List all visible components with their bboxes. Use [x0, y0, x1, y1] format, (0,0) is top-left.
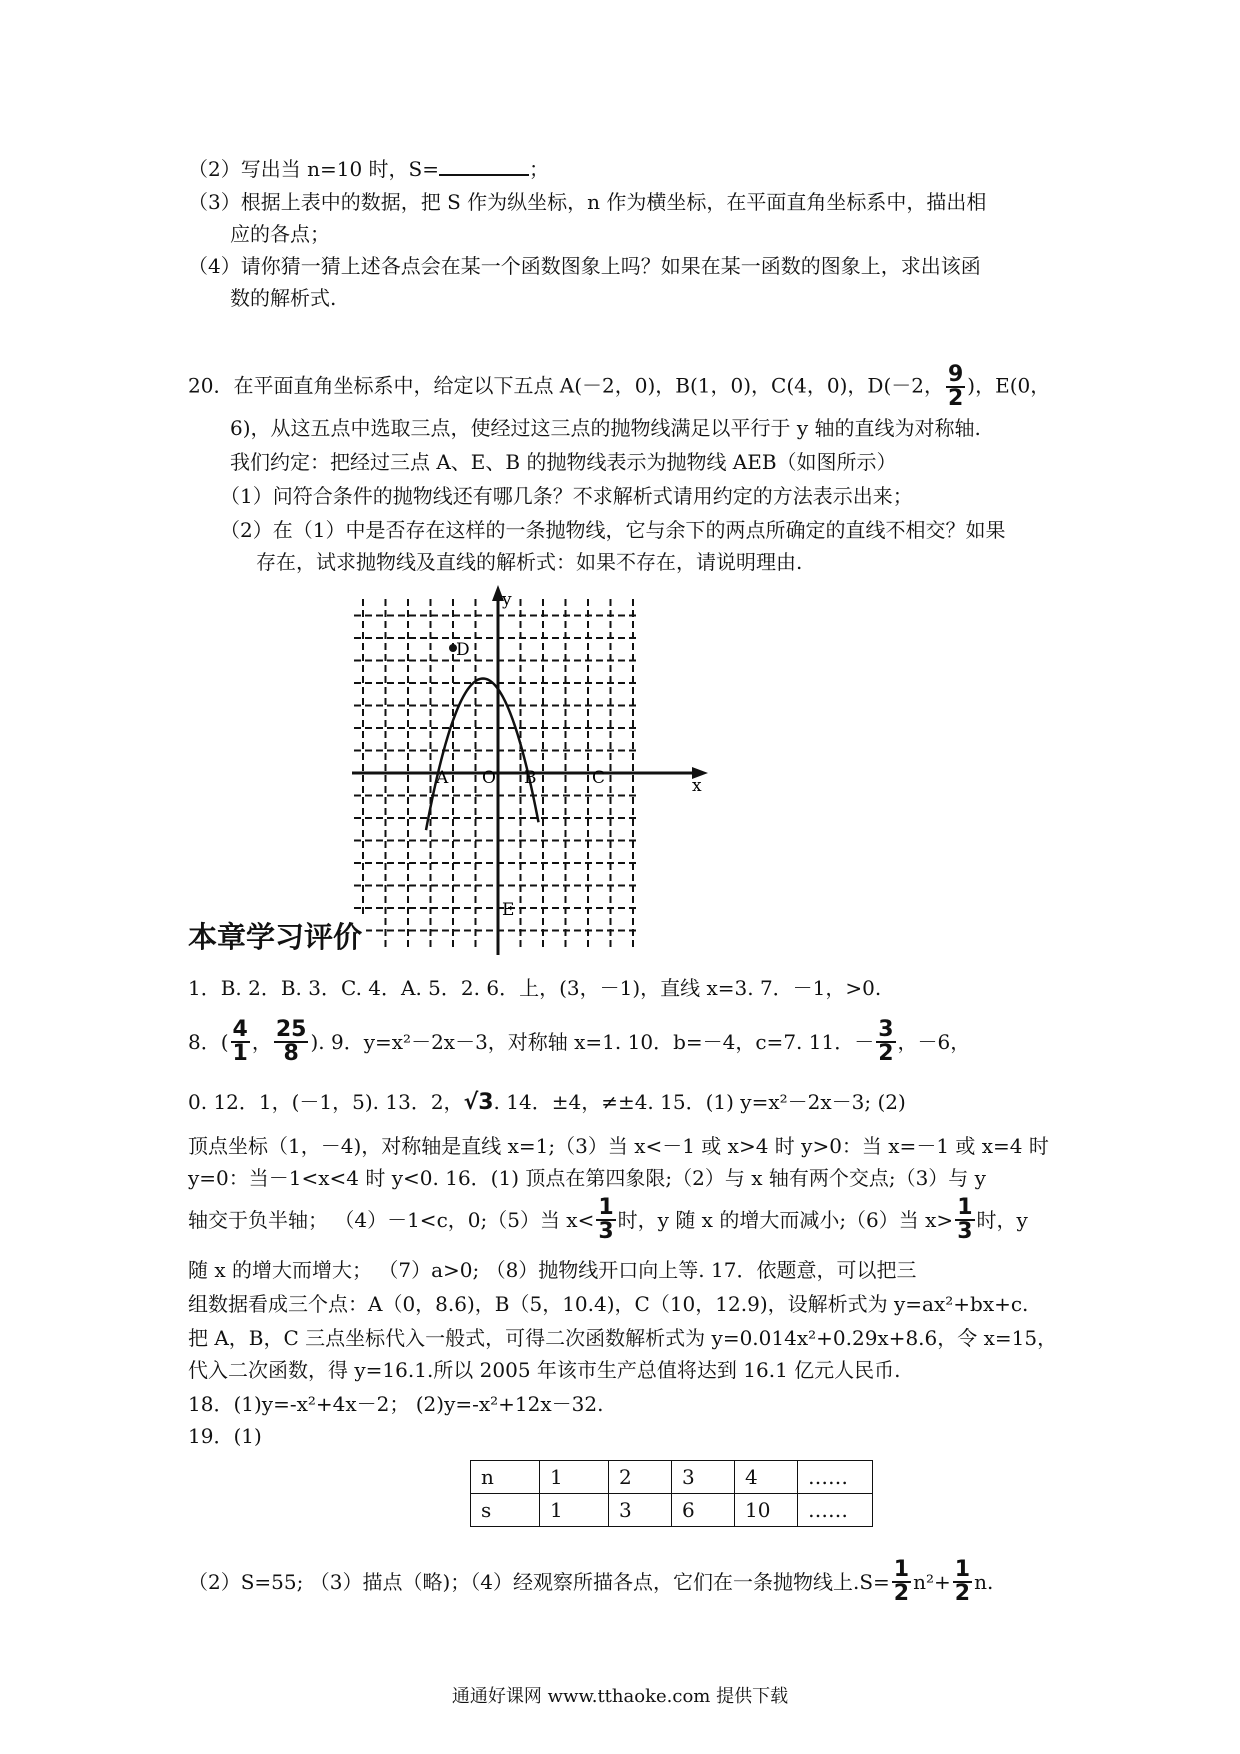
y-axis-label: y	[502, 590, 512, 610]
answers-line1: 1．B. 2．B. 3．C. 4．A. 5．2. 6．上，(3，－1)，直线 x=3. 7．－1，>0.	[188, 976, 882, 1000]
answer-blank	[439, 156, 529, 176]
q20-line2: 6)，从这五点中选取三点，使经过这三点的抛物线满足以平行于 y 轴的直线为对称轴.	[230, 416, 981, 440]
fraction-1-3: $\frac{1}{3}$	[957, 1195, 973, 1244]
answers-line6: 轴交于负半轴； （4）－1<c，0;（5）当 x< $\frac{1}{3}$ 时，y 随 x 的增大而减小;（6）当 x> $\frac{1}{3}$ 时，y	[188, 1195, 1028, 1244]
fraction: $\frac{4}{1}$	[232, 1017, 248, 1066]
answers-line7: 随 x 的增大而增大； （7）a>0; （8）抛物线开口向上等. 17．依题意，可以把三	[188, 1258, 917, 1282]
fraction-25-8: $\frac{25}{8}$	[275, 1017, 307, 1066]
q19-part2: （2）写出当 n=10 时，S= ；	[188, 157, 549, 181]
x-axis-label: x	[692, 776, 702, 796]
page-footer: 通通好课网 www.tthaoke.com 提供下载	[451, 1686, 789, 1707]
q20-line3: 我们约定：把经过三点 A、E、B 的抛物线表示为抛物线 AEB（如图所示）	[230, 450, 897, 474]
point-o-label: O	[482, 768, 496, 788]
table-cell: 2	[609, 1461, 672, 1494]
q19-part4-line1: （4）请你猜一猜上述各点会在某一个函数图象上吗？如果在某一函数的图象上，求出该函	[188, 254, 981, 278]
answers-line8: 组数据看成三个点：A（0，8.6)，B（5，10.4)，C（10，12.9)，设解析式为 y=ax²+bx+c.	[188, 1292, 1029, 1316]
fraction-3-2: $\frac{3}{2}$	[878, 1017, 894, 1066]
table-cell: 1	[540, 1494, 609, 1527]
q19-part3-line1: （3）根据上表中的数据，把 S 作为纵坐标，n 作为横坐标，在平面直角坐标系中，描出相	[188, 190, 987, 214]
table-cell: s	[471, 1494, 540, 1527]
table-cell: 3	[609, 1494, 672, 1527]
table-cell: ……	[798, 1494, 873, 1527]
answers-line4: 顶点坐标（1，－4)，对称轴是直线 x=1;（3）当 x<－1 或 x>4 时 y>0：当 x=－1 或 x=4 时	[188, 1134, 1049, 1158]
sqrt-3: √3	[463, 1090, 494, 1115]
answers-line10: 代入二次函数，得 y=16.1.所以 2005 年该市生产总值将达到 16.1 亿元人民币.	[188, 1358, 901, 1382]
q20-line5: （2）在（1）中是否存在这样的一条抛物线，它与余下的两点所确定的直线不相交？如果	[220, 518, 1006, 542]
sequence-table	[470, 1460, 873, 1527]
q19-part4-line2: 数的解析式.	[230, 286, 337, 310]
chapter-review-heading: 本章学习评价	[188, 915, 366, 956]
fraction-1-2: $\frac{1}{2}$	[954, 1557, 971, 1606]
point-b-label: B	[524, 768, 537, 788]
answers-line5: y=0：当－1<x<4 时 y<0. 16．(1) 顶点在第四象限;（2）与 x 轴有两个交点;（3）与 y	[188, 1166, 986, 1190]
fraction-9-2: $\frac{9}{2}$	[947, 362, 964, 411]
q20-line4: （1）问符合条件的抛物线还有哪几条？不求解析式请用约定的方法表示出来；	[220, 484, 913, 508]
point-e-label: E	[502, 900, 515, 920]
table-cell: 3	[672, 1461, 735, 1494]
point-d-label: D	[456, 640, 470, 660]
point-c-label: C	[592, 768, 606, 788]
answers-line2: 8．( $\frac{4}{1}$ ， $\frac{25}{8}$ ). 9．y=x²－2x－3，对称轴 x=1. 10．b=－4，c=7. 11．－ $\frac{3}{2}$ ，－6，	[188, 1017, 971, 1066]
answers-line3: 0. 12．1，(－1，5). 13．2，√3. 14．±4，≠±4. 15．(1) y=x²－2x－3; (2)	[188, 1090, 906, 1115]
q20-line6: 存在，试求抛物线及直线的解析式：如果不存在，请说明理由.	[256, 550, 803, 574]
table-cell: 1	[540, 1461, 609, 1494]
parabola-aeb	[426, 679, 539, 831]
table-row	[471, 1494, 873, 1527]
coordinate-graph	[340, 585, 720, 955]
table-cell: 6	[672, 1494, 735, 1527]
q20-line1: 20．在平面直角坐标系中，给定以下五点 A(－2，0)，B(1，0)，C(4，0)，D(－2， $\frac{9}{2}$ )，E(0，	[188, 362, 1051, 411]
table-cell: ……	[798, 1461, 873, 1494]
answers-line13: （2）S=55; （3）描点（略)；（4）经观察所描各点，它们在一条抛物线上.S= $\frac{1}{2}$ n²+ $\frac{1}{2}$ n.	[188, 1557, 994, 1606]
table-cell: 4	[735, 1461, 798, 1494]
table-cell: n	[471, 1461, 540, 1494]
answers-line12: 19．(1)	[188, 1424, 262, 1448]
answers-line11: 18．(1)y=-x²+4x－2； (2)y=-x²+12x－32.	[188, 1392, 604, 1416]
table-cell: 10	[735, 1494, 798, 1527]
fraction-1-3: $\frac{1}{3}$	[598, 1195, 614, 1244]
q19-part3-line2: 应的各点；	[230, 222, 330, 246]
point-a-label: A	[436, 768, 449, 788]
fraction-1-2: $\frac{1}{2}$	[893, 1557, 910, 1606]
table-row	[471, 1461, 873, 1494]
answers-line9: 把 A，B，C 三点坐标代入一般式，可得二次函数解析式为 y=0.014x²+0.29x+8.6，令 x=15，	[188, 1326, 1058, 1350]
